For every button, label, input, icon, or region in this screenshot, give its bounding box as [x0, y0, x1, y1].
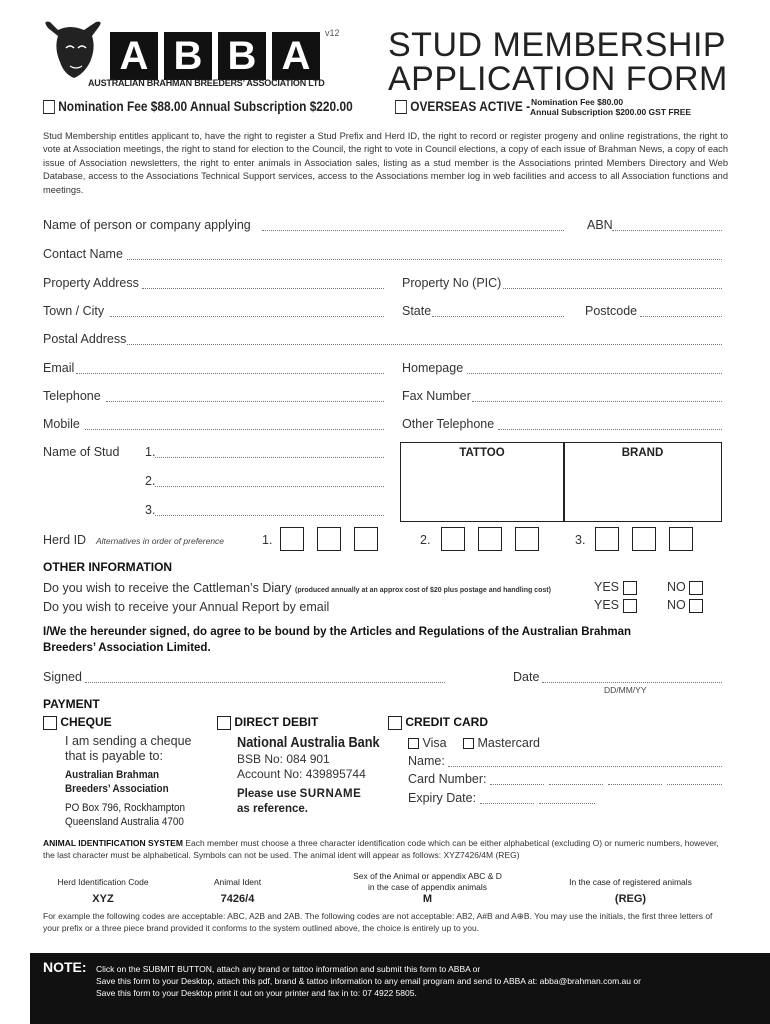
ident-system-description: ANIMAL IDENTIFICATION SYSTEM Each member must choose a three character identification code which can be either alphabetical (excluding O) or numeric numbers, however, the last character must be alphabetical. Symbols can not be used. The animal ident will appear as follows: XYZ7426/4M (REG) — [43, 838, 719, 860]
visa-option[interactable]: Visa — [408, 736, 447, 750]
stud-name-label: Name of Stud — [43, 445, 120, 459]
diary-no-option[interactable]: NO — [667, 580, 703, 595]
logo-letter: A — [272, 32, 320, 80]
herd-id-3-char-2[interactable] — [632, 527, 656, 551]
credit-card-option[interactable]: CREDIT CARD — [388, 715, 488, 730]
bank-details: BSB No: 084 901 Account No: 439895744 — [237, 752, 366, 781]
diary-yes-checkbox[interactable] — [623, 581, 637, 595]
herd-option-number: 2. — [420, 533, 431, 547]
abba-logo — [98, 18, 328, 80]
report-no-checkbox[interactable] — [689, 599, 703, 613]
logo-letter: A — [110, 32, 158, 80]
postal-label: Postal Address — [43, 332, 127, 346]
property-no-input[interactable] — [503, 288, 722, 289]
declaration: I/We the hereunder signed, do agree to be bound by the Articles and Regulations of the Australian Brahman Breeders’ Association Limited. — [43, 626, 632, 654]
herd-id-2-char-1[interactable] — [441, 527, 465, 551]
domestic-fee-checkbox[interactable] — [43, 100, 55, 114]
diary-question: Do you wish to receive the Cattleman’s Diary (produced annually at an approx cost of $20 plus postage and handling cost) — [43, 581, 551, 595]
card-number-4-input[interactable] — [667, 784, 722, 785]
logo-letter: B — [164, 32, 212, 80]
stud-option-number: 2. — [145, 474, 156, 488]
herd-id-hint: Alternatives in order of preference — [96, 536, 225, 546]
signed-label: Signed — [43, 670, 82, 684]
expiry-year-input[interactable] — [539, 803, 595, 804]
card-name-label: Name: — [408, 754, 445, 768]
version-label: v12 — [325, 28, 340, 38]
expiry-label: Expiry Date: — [408, 791, 477, 805]
email-input[interactable] — [76, 373, 384, 374]
name-input[interactable] — [262, 230, 564, 231]
report-yes-option[interactable]: YES — [594, 598, 637, 613]
form-title: STUD MEMBERSHIP APPLICATION FORM — [388, 26, 728, 98]
payment-heading: PAYMENT — [43, 697, 100, 711]
herd-id-2-char-2[interactable] — [478, 527, 502, 551]
date-format-hint: DD/MM/YY — [604, 685, 647, 695]
cheque-payee: Australian Brahman Breeders’ Association — [65, 769, 169, 795]
bank-name: National Australia Bank — [237, 734, 380, 751]
diary-yes-option[interactable]: YES — [594, 580, 637, 595]
cheque-instructions: I am sending a cheque that is payable to: — [65, 734, 192, 763]
brand-heading: BRAND — [621, 447, 664, 459]
postcode-input[interactable] — [640, 316, 722, 317]
property-address-label: Property Address — [43, 276, 139, 290]
ident-value-reg: (REG) — [614, 893, 647, 905]
membership-intro: Stud Membership entitles applicant to, have the right to register a Stud Prefix and Herd ID, the right to record or register progeny and online registrations, the right to vote at Association meetings, the right to stand for election to the Council, the right to vote in Council elections, a copy of each issue of Brahman News, a copy of each issue of Association newsletters, the right to enter animals in Association sales, listing as a stud member is the Associations printed Members Directory and Web Database, access to the Associations Technical Support services, access to the Associations member log in web facilities and access to all Association functions and meetings. — [43, 131, 728, 195]
homepage-input[interactable] — [467, 373, 722, 374]
homepage-label: Homepage — [402, 361, 464, 375]
credit-card-checkbox[interactable] — [388, 716, 402, 730]
ident-col-herd: Herd Identification Code — [57, 877, 149, 887]
mobile-label: Mobile — [43, 417, 80, 431]
property-address-input[interactable] — [142, 288, 384, 289]
cheque-address: PO Box 796, Rockhampton Queensland Australia 4700 — [65, 802, 185, 828]
mastercard-checkbox[interactable] — [463, 738, 474, 749]
herd-option-number: 3. — [575, 533, 586, 547]
telephone-label: Telephone — [43, 389, 101, 403]
note-label: NOTE: — [43, 959, 87, 975]
herd-id-3-char-1[interactable] — [595, 527, 619, 551]
abn-input[interactable] — [612, 230, 722, 231]
cheque-option[interactable]: CHEQUE — [43, 715, 112, 730]
expiry-month-input[interactable] — [480, 803, 534, 804]
association-name: AUSTRALIAN BRAHMAN BREEDERS’ ASSOCIATION LTD — [88, 78, 325, 88]
ident-col-reg: In the case of registered animals — [569, 877, 692, 887]
overseas-fee-option[interactable]: OVERSEAS ACTIVE - — [395, 98, 530, 114]
property-no-label: Property No (PIC) — [402, 276, 502, 290]
overseas-fee-details: Nomination Fee $80.00 Annual Subscription $200.00 GST FREE — [530, 97, 692, 117]
ident-examples: For example the following codes are acceptable: ABC, A2B and 2AB. The following codes are not acceptable: AB2, A#B and A⊕B. You may use the initials, the first three letters of your prefix or a three piece brand provided it conforms to the system outlined above, the choice is entirely up to you. — [43, 911, 713, 933]
telephone-input[interactable] — [106, 401, 384, 402]
name-label: Name of person or company applying — [43, 218, 251, 232]
stud-name-1-input[interactable] — [155, 457, 384, 458]
herd-id-2-char-3[interactable] — [515, 527, 539, 551]
contact-label: Contact Name — [43, 247, 123, 261]
date-label: Date — [513, 670, 540, 684]
direct-debit-checkbox[interactable] — [217, 716, 231, 730]
state-input[interactable] — [432, 316, 564, 317]
stud-option-number: 1. — [145, 445, 156, 459]
postcode-label: Postcode — [585, 304, 638, 318]
email-label: Email — [43, 361, 75, 375]
contact-input[interactable] — [127, 259, 722, 260]
date-input[interactable] — [542, 682, 722, 683]
herd-option-number: 1. — [262, 533, 273, 547]
card-number-1-input[interactable] — [490, 784, 544, 785]
herd-id-label: Herd ID — [43, 533, 87, 547]
card-name-input[interactable] — [448, 766, 722, 767]
abn-label: ABN — [587, 218, 613, 232]
stud-option-number: 3. — [145, 503, 156, 517]
report-yes-checkbox[interactable] — [623, 599, 637, 613]
domestic-fee-option[interactable]: Nomination Fee $88.00 Annual Subscription $220.00 — [43, 98, 353, 114]
signature-input[interactable] — [85, 682, 445, 683]
herd-id-1-char-3[interactable] — [354, 527, 378, 551]
overseas-fee-checkbox[interactable] — [395, 100, 407, 114]
card-number-label: Card Number: — [408, 772, 487, 786]
card-number-3-input[interactable] — [608, 784, 662, 785]
visa-checkbox[interactable] — [408, 738, 419, 749]
stud-name-3-input[interactable] — [155, 515, 384, 516]
ident-value-sex: M — [422, 893, 433, 905]
reference-instructions: Please use SURNAME as reference. — [237, 788, 362, 815]
note-instructions: Click on the SUBMIT BUTTON, attach any brand or tattoo information and submit this form to ABBA or Save this form to your Desktop, attach this pdf, brand & tattoo information to any email program and send to ABBA at: abba@brahman.com.au or Save this form to your Desktop print it out on your printer and fax in to: 07 4922 5805. — [96, 964, 641, 998]
note-bar — [30, 953, 770, 1024]
herd-id-3-char-3[interactable] — [669, 527, 693, 551]
town-label: Town / City — [43, 304, 105, 318]
ident-col-sex: Sex of the Animal or appendix ABC & D in the case of appendix animals — [353, 871, 502, 892]
mastercard-option[interactable]: Mastercard — [463, 736, 540, 750]
herd-id-1-char-1[interactable] — [280, 527, 304, 551]
fax-label: Fax Number — [402, 389, 471, 403]
other-telephone-input[interactable] — [498, 429, 722, 430]
tattoo-heading: TATTOO — [459, 447, 505, 459]
other-info-heading: OTHER INFORMATION — [43, 560, 173, 574]
other-telephone-label: Other Telephone — [402, 417, 495, 431]
report-no-option[interactable]: NO — [667, 598, 703, 613]
mobile-input[interactable] — [85, 429, 384, 430]
direct-debit-option[interactable]: DIRECT DEBIT — [217, 715, 318, 730]
diary-no-checkbox[interactable] — [689, 581, 703, 595]
fax-input[interactable] — [472, 401, 722, 402]
tattoo-brand-box — [400, 442, 722, 522]
ident-col-animal: Animal Ident — [213, 877, 262, 887]
card-number-2-input[interactable] — [549, 784, 603, 785]
town-input[interactable] — [110, 316, 384, 317]
stud-name-2-input[interactable] — [155, 486, 384, 487]
ident-value-animal: 7426/4 — [220, 893, 255, 905]
herd-id-1-char-2[interactable] — [317, 527, 341, 551]
state-label: State — [402, 304, 432, 318]
ident-value-herd: XYZ — [92, 893, 114, 905]
report-question: Do you wish to receive your Annual Report by email — [43, 600, 330, 614]
logo-letter: B — [218, 32, 266, 80]
postal-input[interactable] — [127, 344, 722, 345]
cheque-checkbox[interactable] — [43, 716, 57, 730]
